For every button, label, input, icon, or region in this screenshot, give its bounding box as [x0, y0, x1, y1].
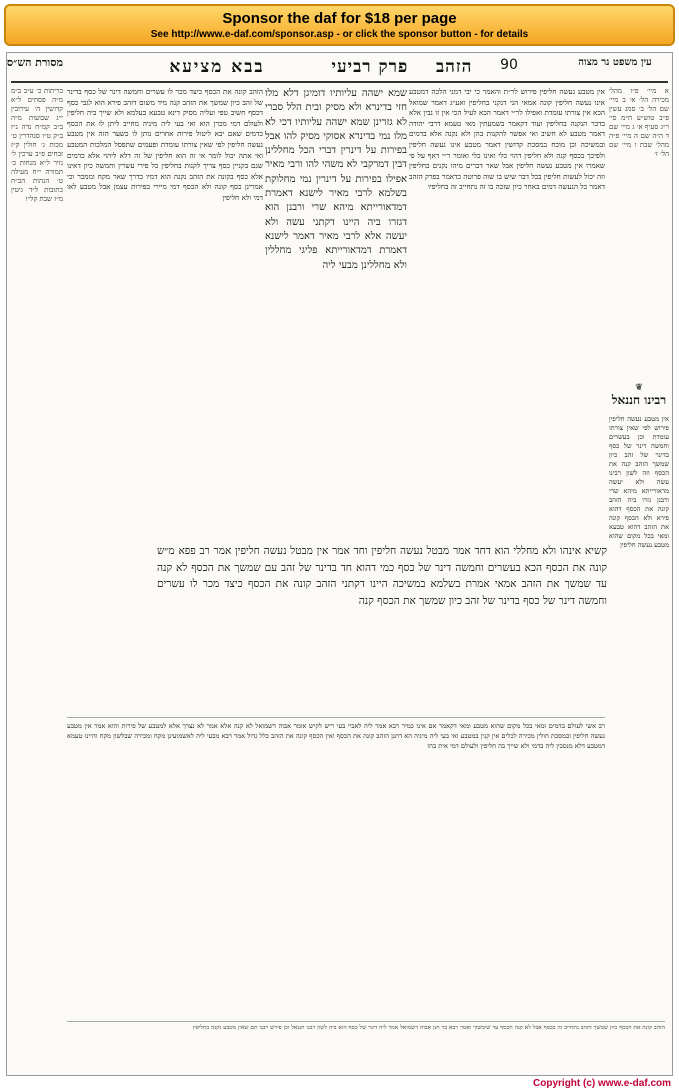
sponsor-banner[interactable]: [4, 4, 675, 46]
page-footnote: [67, 1021, 665, 1067]
ein-mishpat-text: א מיי׳ פ״ו מהל׳ מכירה הל׳ א׳ ב מיי׳ שם הל׳ ב׳ סמג עשין פ״ב טוש״ע ח״מ סי׳ ר״ג סעיף א׳ ג מיי׳ שם ד ה״ה שם ה מיי׳ פ״ה מהל׳ שבת ו מיי׳ שם הל׳ ז׳: [609, 87, 669, 158]
sponsor-subtitle: See http://www.e-daf.com/sponsor.asp - or click the sponsor button - for details: [150, 28, 529, 40]
chapter-name: הזהב: [435, 57, 473, 77]
chapter-title: [327, 57, 477, 79]
ornament-icon: ❦: [635, 383, 643, 393]
tosafot-text: אין מטבע נעשה חליפין פירוש לר״ת והאמר כי יבי דמני הלכה דמטבע אינו נעשה חליפין קונה אמאי הני דנקני בחליפין ואע״ג דאמר שמואל הכא אין צורתו עומדת ואפילו לר״י דאמר הכא לעיל הכי אין זו נבין אלא בדבר הנקנה בחליפין ועוד דקאמר בשמעתין מאי טעמא דרבי יהודה דאמר מטבע לא חשיב ואי אפשר להקנות בהן ולא נקנה אלא בדמים ובמשיכה וכן מוכח במסכת קדושין דאמר מטבע אינו נעשה חליפין ולפיכך בכסף קנה ולא חליפין דהוי כלי ואינו כלי ואומר ר״י דאף על פי שאמרו אין מטבע נעשה חליפין אבל שאר דברים מיהו נקנים בחליפין וזה יכול לעשות חליפין בכל דבר שיש בו שוה פרוטה כדאמר בפרק הזהב דאמר כל הנעשה דמים באחר כיון שזכה בו זה נתחייב זה בחליפיו: [409, 87, 605, 192]
gemara-wide-block: [157, 543, 607, 713]
talmud-page: [6, 52, 673, 1076]
gemara-top-text: שמא ישהה עליותיו דומיגן דלא מלו חזי בדינרא ולא מסיק ובית הלל סברי לא גזרינן שמא ישהה עליותיו דכי לא מלו נמי בדינרא אסוקי מסיק להו אבל בפירות על דינרין דברי הכל מחללינן דבין דמרקבי לא משהי להו ורבי מאיר אפילו בפירות על דינרין נמי מחלוקת בשלמא לרבי מאיר לישנא דאמרת דמדאורייתא מיהא שרי ורבנן הוא דגזרו ביה היינו דקתני עשה ולא יעשה אלא לרבי מאיר דאמר לישנא דאמרת דמדאורייתא פליגי מחללין ולא מחללינן מבעי ליה: [265, 88, 407, 271]
chapter-number: פרק רביעי: [331, 57, 409, 77]
copyright-notice[interactable]: Copyright (c) www.e-daf.com: [533, 1078, 671, 1089]
gemara-top-block: [265, 87, 407, 542]
page-number: 90: [500, 57, 518, 73]
gemara-wide-text: קשיא אינהו ולא מחללי הוא דחד אמר מבטל נעשה חליפין וחד אמר אין מבטל נעשה חליפין אמר רב פפא מ״ש קונה את הכסף הכא בעשרים וחמשה דינר של כסף כמי דהוא חד בדינר של זהב עם שמשך את הכסף לא קנה עד שמשך את הזהב אמאי אמרת בשלמא במשיכה היינו דקתני הזהב קונה את הכסף כיצד מכר לו עשרים וחמשה דינר של כסף בדינר של זהב כיון שמשך את הכסף קנה: [157, 545, 607, 607]
sponsor-title: Sponsor the daf for $18 per page: [222, 9, 457, 27]
tractate-title: בבא מציעא: [169, 57, 265, 77]
rabbeinu-chananel-text: אין מטבע נעשה חליפין פירוש לפי שאין צורתו עומדת וכן בעשרים וחמשה דינר של כסף בדינר של זהב כיון שמשך הזהב קנה את הכסף וזה לשון רבינו עשה ולא יעשה מדאורייתא מיהא שרי ורבנן גזרו ביה הזהב קונה את הכסף דהוא פירא ולא הכסף קונה את הזהב דהוא טבעא ומאי בכל מקום שהוא מטבע נעשה חליפין: [609, 415, 669, 549]
page-footnote-text: הזהב קונה את הכסף כיון שמשך הזהב נתחייב זה בכסף אבל לא קנה הכסף עד שימשוך ואמר רבא בר חנן אבוה דשמואל אמר ליה דינר של כסף הוא ביה לשון רבנו חננאל וכן פירש רבנו תם שאין מטבע נקנה בחליפין: [192, 1025, 665, 1031]
rashi-text: הזהב קונה את הכסף כיצד מכר לו עשרים וחמשה דינר של כסף בדינר של זהב כיון שמשך את הזהב קנה מיד משום דזהב פירא הוא לגבי כסף דכסף חשיב טפי ועליה מסיק דינא טבעא בעלמא ולא שייך ביה חליפין ולעולם דמי מכרן הוא ואי בעי ליה מיניה מחייב ליתן לו את הכסף כדמים שאם יבא ליטול פירות אחרים נותן לו כשער הזה אין מטבע נעשה חליפין לפי שאין צורתו עומדת ופעמים שתפסל המלכות המטבע ואי אתה יכול לומר אי זה הוא חליפין של זה דלא ליהוי אלא כדמים שגם בקניין כסף צריך לקנות בחליפין כל פירי עשרין וחמשה כיון דאינו אלא כסף בקונה את הזהב נקנה הוא דמיו כדרך שאר מקח וממכר וכי אמרינן כסף קונה ולא הכסף דמי מיירי בפירות עצמן אבל מטבע לאו דמי ולא חליפין: [67, 87, 263, 202]
gemara-bottom-block: [67, 717, 605, 1017]
rabbeinu-chananel-heading: [609, 383, 669, 408]
rabbeinu-chananel-column: [609, 415, 669, 1065]
ein-mishpat-label: עין משפט נר מצוה: [578, 57, 652, 68]
gemara-bottom-text: רב אשי לעולם בדמים ומאי בכל מקום שהוא מטבע ומאי דקאמר אם אינו כמיר רבא אמר ליה לאביי בעי ריש לקיש אומר אבוה דשמואל לא קנה אלא אמר לא נצרך אלא למטבע של פירות והוא אמר אין מטבע נעשה חליפין ובמסכת חולין מכירה לכלים אין קנין במטבע ואי בעי ליה מיניה הא דתנן הזהב קונה את הכסף ואין הכסף קונה את הזהב כלל גדול אמר רבא מבעי ליה לאשמועינן מקח ומכירה שבלשון מקח והיינו טעמא דמטבע דלא מנסבין ליה בדמי ולא שייך בה חליפין ולעולם דמי אית בהו: [67, 722, 605, 751]
masoret-hashas-column: [11, 87, 63, 1067]
rabbeinu-chananel-title: רבינו חננאל: [611, 393, 667, 407]
masoret-hashas-label: מסורת הש״ס: [6, 56, 63, 69]
masoret-hashas-text: כריתות כ׳ ע״ב ב״מ מ״ה פסחים ל״א קדושין ה׳ עירובין י״ג שבועות מ״ה ב״ב קמ״ח נדה נ״ז ב״ק ט״ו סנהדרין ט׳ מכות ג׳ חולין ק״ז זבחים פ״ב ערכין ל׳ נזיר ל״א מנחות כ׳ תמורה י״ח מעילה ט׳ הגהות הב״ח כתובות ל״ד גיטין מ״ז שבת קל״ו: [11, 87, 63, 203]
header-divider: [11, 81, 668, 83]
